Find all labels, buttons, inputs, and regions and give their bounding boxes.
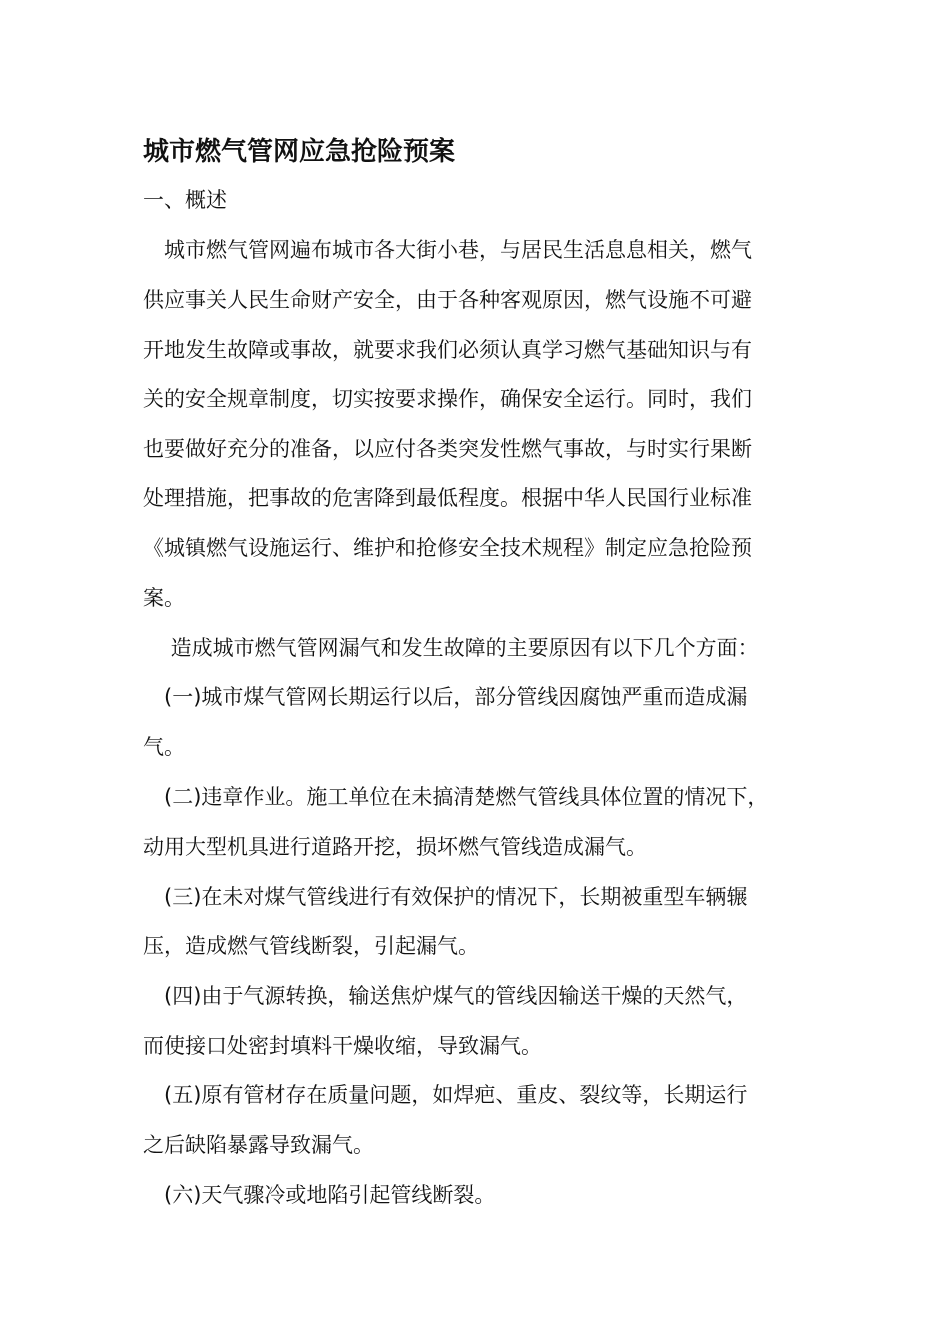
body-line: (六)天气骤冷或地陷引起管线断裂。 <box>143 1183 496 1207</box>
body-line: 案。 <box>143 586 185 610</box>
body-line: 城市燃气管网遍布城市各大街小巷，与居民生活息息相关，燃气 <box>143 238 752 262</box>
section-heading: 一、概述 <box>143 188 227 212</box>
body-line: 供应事关人民生命财产安全，由于各种客观原因，燃气设施不可避 <box>143 288 752 312</box>
body-line: 造成城市燃气管网漏气和发生故障的主要原因有以下几个方面： <box>143 636 759 660</box>
body-line: (四)由于气源转换，输送焦炉煤气的管线因输送干燥的天然气， <box>143 984 748 1008</box>
body-line: 《城镇燃气设施运行、维护和抢修安全技术规程》制定应急抢险预 <box>143 536 752 560</box>
body-line: 压，造成燃气管线断裂，引起漏气。 <box>143 934 479 958</box>
body-line: (一)城市煤气管网长期运行以后，部分管线因腐蚀严重而造成漏 <box>143 685 748 709</box>
body-line: 关的安全规章制度，切实按要求操作，确保安全运行。同时，我们 <box>143 387 752 411</box>
body-line: 也要做好充分的准备，以应付各类突发性燃气事故，与时实行果断 <box>143 437 752 461</box>
body-line: (三)在未对煤气管线进行有效保护的情况下，长期被重型车辆辗 <box>143 885 748 909</box>
body-line: 气。 <box>143 735 185 759</box>
document-title: 城市燃气管网应急抢险预案 <box>143 137 456 167</box>
body-line: 开地发生故障或事故，就要求我们必须认真学习燃气基础知识与有 <box>143 338 752 362</box>
body-line: 动用大型机具进行道路开挖，损坏燃气管线造成漏气。 <box>143 835 647 859</box>
body-line: 之后缺陷暴露导致漏气。 <box>143 1133 374 1157</box>
body-line: (二)违章作业。施工单位在未搞清楚燃气管线具体位置的情况下， <box>143 785 769 809</box>
body-line: (五)原有管材存在质量问题，如焊疤、重皮、裂纹等，长期运行 <box>143 1083 748 1107</box>
body-line: 而使接口处密封填料干燥收缩，导致漏气。 <box>143 1034 542 1058</box>
body-line: 处理措施，把事故的危害降到最低程度。根据中华人民国行业标准 <box>143 486 752 510</box>
